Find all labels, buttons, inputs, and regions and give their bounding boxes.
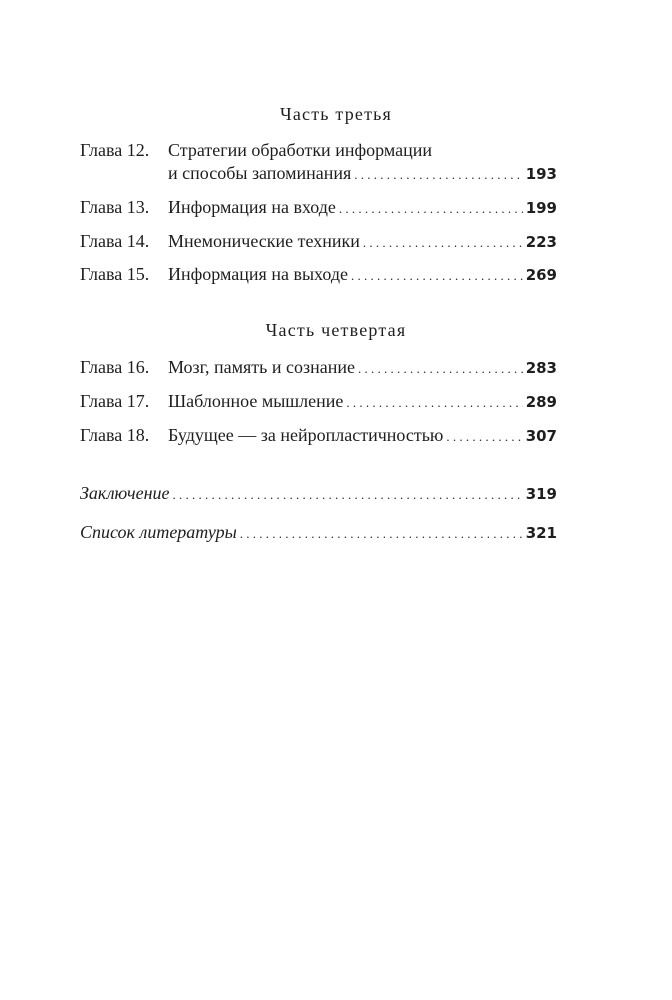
chapter-title: и способы запоминания <box>168 163 352 183</box>
toc-entry-bibliography[interactable] <box>80 520 557 546</box>
page-number: 289 <box>525 393 557 411</box>
chapter-title: Мозг, память и сознание <box>168 357 355 377</box>
page-number: 199 <box>525 199 557 217</box>
chapter-label: Глава 12. <box>80 140 150 160</box>
dot-leader <box>358 357 523 381</box>
toc-entry-chapter-16[interactable] <box>80 355 557 381</box>
chapter-label: Глава 18. <box>80 425 150 445</box>
chapter-title: Будущее — за нейропластичностью <box>168 425 444 445</box>
page-number: 193 <box>525 165 557 183</box>
toc-entry-chapter-17[interactable] <box>80 389 557 415</box>
page-number: 307 <box>525 427 557 445</box>
toc-entry-conclusion[interactable] <box>80 481 557 507</box>
page-number: 319 <box>525 485 557 503</box>
toc-entry-chapter-14[interactable] <box>80 229 557 255</box>
chapter-label: Глава 16. <box>80 357 150 377</box>
toc-entry-chapter-13[interactable] <box>80 195 557 221</box>
dot-leader <box>351 264 523 288</box>
dot-leader <box>173 483 523 507</box>
part-title-3: Часть третья <box>279 104 393 124</box>
chapter-title: Информация на входе <box>168 197 336 217</box>
toc-entry-chapter-15[interactable] <box>80 262 557 288</box>
chapter-12-title-line1: Стратегии обработки информации <box>168 140 433 160</box>
chapter-label: Глава 15. <box>80 264 150 284</box>
dot-leader <box>346 391 522 415</box>
dot-leader <box>339 197 523 221</box>
toc-entry-chapter-18[interactable] <box>80 423 557 449</box>
backmatter-title: Список литературы <box>80 522 237 542</box>
page-number: 269 <box>525 266 557 284</box>
backmatter-title: Заключение <box>80 483 170 503</box>
dot-leader <box>240 522 523 546</box>
page-number: 283 <box>525 359 557 377</box>
chapter-label: Глава 17. <box>80 391 150 411</box>
page-number: 321 <box>525 524 557 542</box>
chapter-title: Информация на выходе <box>168 264 348 284</box>
chapter-title: Шаблонное мышление <box>168 391 344 411</box>
chapter-title: Мнемонические техники <box>168 231 360 251</box>
dot-leader <box>446 425 522 449</box>
chapter-12-label-row <box>80 138 168 162</box>
page-number: 223 <box>525 233 557 251</box>
toc-entry-chapter-12[interactable] <box>80 161 557 187</box>
chapter-label: Глава 14. <box>80 231 150 251</box>
dot-leader <box>354 163 522 187</box>
part-title-4: Часть четвертая <box>265 320 407 340</box>
dot-leader <box>363 231 523 255</box>
chapter-label: Глава 13. <box>80 197 150 217</box>
